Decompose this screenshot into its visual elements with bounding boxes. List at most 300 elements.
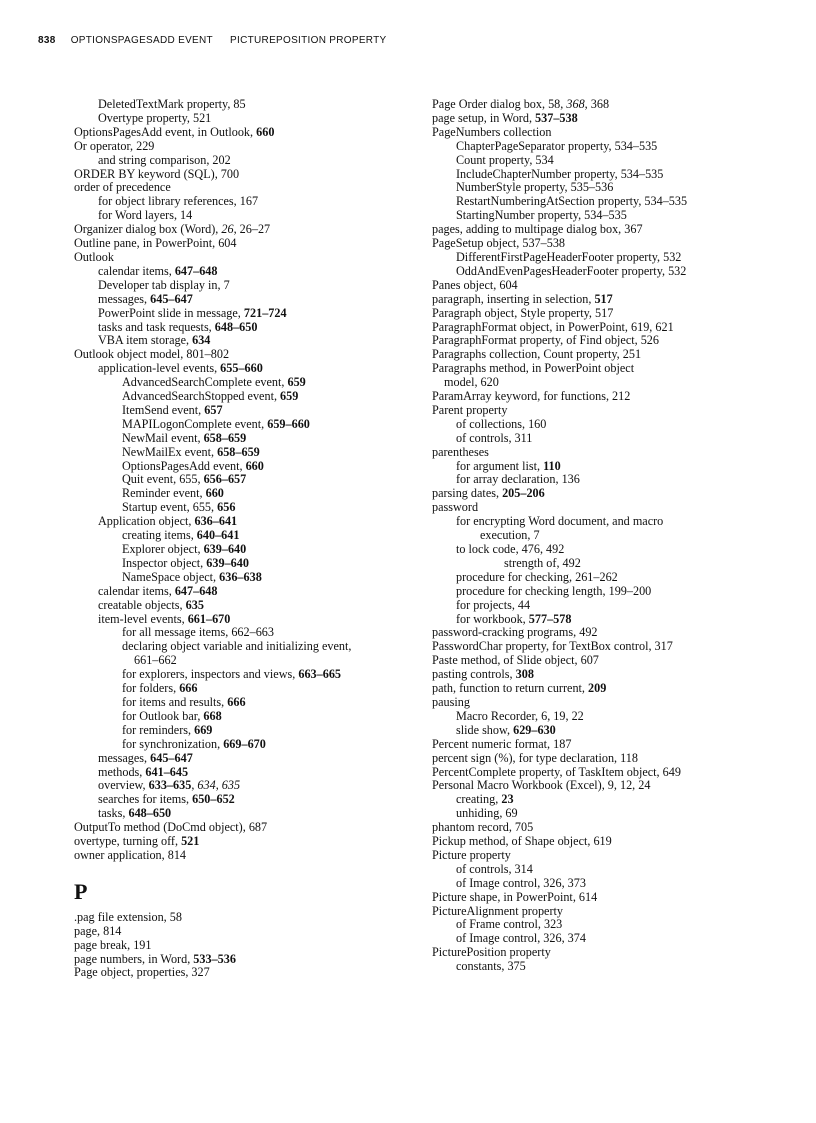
page-ref-bold: 656	[217, 500, 236, 515]
entry-text: pasting controls,	[432, 667, 516, 682]
entry-text: Startup event, 655,	[122, 500, 218, 515]
index-subentry	[432, 181, 782, 195]
index-subentry	[74, 321, 404, 335]
entry-text: OptionsPagesAdd event, in Outlook,	[74, 124, 257, 139]
index-entry	[432, 446, 782, 460]
entry-text: PictureAlignment property	[432, 903, 563, 918]
index-subentry	[74, 710, 404, 724]
page-ref-bold: 629–630	[513, 722, 556, 737]
page-ref-bold: 110	[543, 458, 561, 473]
entry-text: for argument list,	[456, 458, 544, 473]
entry-text: declaring object variable and initializing event,	[122, 639, 352, 654]
entry-text: for folders,	[122, 681, 180, 696]
index-subentry	[74, 209, 404, 223]
index-entry	[432, 626, 782, 640]
page-ref-bold: 517	[594, 291, 613, 306]
index-subentry	[74, 571, 404, 585]
index-entry	[432, 821, 782, 835]
index-entry	[432, 891, 782, 905]
entry-text: OddAndEvenPagesHeaderFooter property, 532	[456, 263, 687, 278]
page-ref-bold: 650–652	[192, 792, 235, 807]
entry-text: constants, 375	[456, 959, 526, 974]
index-subentry	[432, 432, 782, 446]
entry-text: Developer tab display in, 7	[98, 277, 230, 292]
index-subentry	[74, 766, 404, 780]
entry-text: Explorer object,	[122, 542, 204, 556]
entry-text: calendar items,	[98, 263, 175, 278]
entry-text: for projects, 44	[456, 597, 531, 612]
entry-text: item-level events,	[98, 611, 188, 626]
index-entry	[432, 348, 782, 362]
page-ref-italic: 635	[221, 778, 241, 793]
entry-text: NewMailEx event,	[122, 444, 218, 459]
index-subentry	[74, 626, 404, 640]
index-entry	[432, 362, 782, 376]
entry-text: pages, adding to multipage dialog box, 367	[432, 222, 643, 237]
index-entry	[432, 237, 782, 251]
entry-text: Pickup method, of Shape object, 619	[432, 834, 612, 849]
index-entry	[432, 404, 782, 418]
entry-text: PicturePosition property	[432, 945, 551, 960]
entry-text: searches for items,	[98, 792, 193, 807]
entry-text: percent sign (%), for type declaration, 118	[432, 750, 638, 765]
index-subentry	[432, 251, 782, 265]
entry-text: ParamArray keyword, for functions, 212	[432, 389, 631, 404]
entry-text: strength of, 492	[504, 555, 581, 570]
page-ref-bold: 647–648	[174, 263, 218, 278]
index-subentry	[74, 793, 404, 807]
entry-text: Picture property	[432, 847, 511, 862]
index-entry	[432, 98, 782, 112]
index-subentry	[74, 807, 404, 821]
entry-text: of Frame control, 323	[456, 917, 563, 932]
entry-text: methods,	[98, 764, 146, 779]
page-ref-bold: 645–647	[150, 750, 193, 765]
index-subentry	[74, 501, 404, 515]
index-subentry	[432, 613, 782, 627]
entry-text: owner application, 814	[74, 847, 187, 862]
index-entry	[74, 925, 404, 939]
index-subentry	[74, 376, 404, 390]
entry-text: 661–662	[134, 653, 177, 668]
page-ref-bold: 641–645	[145, 764, 189, 779]
page-ref-bold: 669–670	[223, 736, 266, 751]
entry-text: Paragraph object, Style property, 517	[432, 305, 614, 320]
index-subentry	[432, 932, 782, 946]
index-subentry	[432, 460, 782, 474]
index-subentry	[74, 334, 404, 348]
index-subentry	[74, 404, 404, 418]
page-ref-bold: 640–641	[196, 528, 240, 543]
entry-text: phantom record, 705	[432, 820, 534, 835]
entry-text: AdvancedSearchStopped event,	[122, 389, 281, 404]
index-subentry	[74, 293, 404, 307]
entry-text: of controls, 314	[456, 861, 533, 876]
index-subentry	[74, 752, 404, 766]
index-entry	[432, 640, 782, 654]
page-ref-bold: 636–638	[219, 569, 262, 584]
index-subentry	[74, 557, 404, 571]
index-subentry	[74, 154, 404, 168]
entry-text: for workbook,	[456, 611, 529, 626]
entry-text: ItemSend event,	[122, 402, 205, 417]
index-entry	[74, 223, 404, 237]
entry-text: of Image control, 326, 374	[456, 931, 586, 946]
entry-text: procedure for checking, 261–262	[456, 569, 618, 584]
index-subentry	[74, 738, 404, 752]
index-entry	[74, 251, 404, 265]
entry-text: of controls, 311	[456, 430, 533, 445]
index-subentry	[74, 446, 404, 460]
entry-text: parentheses	[432, 444, 489, 459]
index-subentry	[74, 599, 404, 613]
index-entries-p	[74, 911, 404, 981]
entry-text: tasks and task requests,	[98, 319, 215, 334]
index-subentry	[74, 613, 404, 627]
entry-text: Page Order dialog box, 58,	[432, 97, 567, 111]
page-ref-bold: 647–648	[174, 583, 218, 598]
index-subentry	[74, 98, 404, 112]
index-subentry	[432, 140, 782, 154]
index-subentry	[432, 418, 782, 432]
page-ref-bold: 669	[194, 722, 213, 737]
index-subentry	[74, 668, 404, 682]
index-subentry	[432, 515, 782, 529]
entry-text: ,	[191, 778, 198, 793]
running-head-last-entry: PICTUREPOSITION PROPERTY	[230, 35, 387, 46]
entry-text: Outlook object model, 801–802	[74, 347, 230, 362]
index-entry	[74, 126, 404, 140]
entry-text: application-level events,	[98, 361, 221, 376]
index-subentry	[74, 390, 404, 404]
index-entry	[432, 905, 782, 919]
index-subentry	[432, 195, 782, 209]
index-entry	[432, 376, 782, 390]
entry-text: messages,	[98, 291, 151, 306]
index-subentry	[432, 918, 782, 932]
entry-text: IncludeChapterNumber property, 534–535	[456, 166, 664, 181]
index-entry	[432, 223, 782, 237]
entry-text: path, function to return current,	[432, 681, 589, 696]
entry-text: for encrypting Word document, and macro	[456, 514, 664, 529]
page-ref-bold: 658–659	[217, 444, 260, 459]
index-subentry	[74, 640, 404, 654]
page-ref-bold: 661–670	[187, 611, 231, 626]
page-ref-bold: 660	[205, 486, 224, 501]
page-ref-bold: 533–536	[193, 951, 236, 966]
entry-text: messages,	[98, 750, 151, 765]
running-head-first-entry: OPTIONSPAGESADD EVENT	[70, 35, 213, 46]
index-subentry	[432, 724, 782, 738]
entry-text: tasks,	[98, 806, 129, 821]
index-subentry	[432, 807, 782, 821]
page-ref-bold: 635	[185, 597, 204, 612]
index-subentry	[74, 585, 404, 599]
index-entries-o	[74, 98, 404, 863]
entry-text: Panes object, 604	[432, 277, 518, 292]
index-subentry	[74, 460, 404, 474]
entry-text: for object library references, 167	[98, 194, 259, 209]
page-ref-bold: 633–635	[148, 778, 192, 793]
running-header	[38, 35, 387, 46]
index-entry	[74, 911, 404, 925]
index-subentry	[74, 515, 404, 529]
index-entry	[432, 112, 782, 126]
index-entry	[432, 849, 782, 863]
page-number: 838	[38, 35, 56, 46]
entry-text: Or operator, 229	[74, 138, 155, 153]
entry-text: Organizer dialog box (Word),	[74, 222, 222, 237]
entry-text: Application object,	[98, 514, 195, 529]
page-ref-bold: 205–206	[502, 486, 545, 501]
entry-text: , 26–27	[233, 222, 271, 237]
entry-text: creating items,	[122, 528, 197, 543]
entry-text: DeletedTextMark property, 85	[98, 97, 246, 111]
index-entry	[432, 766, 782, 780]
entry-text: Reminder event,	[122, 486, 206, 501]
index-subentry	[432, 473, 782, 487]
index-entry	[432, 738, 782, 752]
index-entry	[432, 487, 782, 501]
index-entry	[432, 668, 782, 682]
entry-text: for all message items, 662–663	[122, 625, 274, 640]
entry-text: VBA item storage,	[98, 333, 193, 348]
index-subentry	[74, 279, 404, 293]
index-subentry	[74, 473, 404, 487]
index-entry	[74, 835, 404, 849]
index-entry	[432, 334, 782, 348]
index-subentry	[432, 557, 782, 571]
index-subentry	[432, 209, 782, 223]
index-entry	[74, 939, 404, 953]
index-entry	[432, 779, 782, 793]
page-ref-bold: 658–659	[203, 430, 247, 445]
page-ref-bold: 537–538	[535, 110, 578, 125]
index-subentry	[432, 168, 782, 182]
entry-text: Page object, properties, 327	[74, 965, 210, 980]
entry-text: unhiding, 69	[456, 806, 518, 821]
index-subentry	[432, 585, 782, 599]
index-entry	[74, 966, 404, 980]
entry-text: Paste method, of Slide object, 607	[432, 653, 599, 668]
page-ref-bold: 666	[179, 681, 198, 696]
index-subentry	[432, 710, 782, 724]
index-subentry	[74, 195, 404, 209]
index-subentry	[432, 543, 782, 557]
entry-text: PasswordChar property, for TextBox control, 317	[432, 639, 673, 654]
page-ref-bold: 577–578	[528, 611, 572, 626]
index-entry	[432, 654, 782, 668]
entry-text: NumberStyle property, 535–536	[456, 180, 614, 195]
page-ref-bold: 721–724	[243, 305, 287, 320]
entry-text: page, 814	[74, 923, 122, 938]
entry-text: MAPILogonComplete event,	[122, 416, 268, 431]
entry-text: Outline pane, in PowerPoint, 604	[74, 236, 237, 251]
page-ref-bold: 666	[227, 694, 246, 709]
entry-text: Overtype property, 521	[98, 110, 212, 125]
entry-text: pausing	[432, 694, 470, 709]
index-subentry	[74, 543, 404, 557]
page-ref-bold: 648–650	[214, 319, 258, 334]
index-entry	[432, 390, 782, 404]
page-ref-bold: 659	[280, 389, 299, 404]
entry-text: Outlook	[74, 249, 114, 264]
entry-text: NewMail event,	[122, 430, 204, 445]
entry-text: password-cracking programs, 492	[432, 625, 598, 640]
index-entry	[74, 168, 404, 182]
index-entry	[432, 682, 782, 696]
entry-text: PageSetup object, 537–538	[432, 236, 566, 251]
index-subentry	[74, 362, 404, 376]
index-subentry	[74, 654, 404, 668]
page-ref-bold: 23	[501, 792, 514, 807]
entry-text: page numbers, in Word,	[74, 951, 194, 966]
index-subentry	[74, 487, 404, 501]
entry-text: for synchronization,	[122, 736, 224, 751]
entry-text: ParagraphFormat property, of Find object, 526	[432, 333, 659, 348]
entry-text: of collections, 160	[456, 416, 547, 431]
page-ref-bold: 660	[256, 124, 275, 139]
entry-text: for items and results,	[122, 694, 228, 709]
entry-text: ParagraphFormat object, in PowerPoint, 619, 621	[432, 319, 674, 334]
entry-text: Picture shape, in PowerPoint, 614	[432, 889, 598, 904]
entry-text: Macro Recorder, 6, 19, 22	[456, 708, 584, 723]
entry-text: model, 620	[444, 375, 499, 390]
entry-text: PercentComplete property, of TaskItem object, 649	[432, 764, 681, 779]
page-ref-italic: 368	[566, 97, 585, 111]
index-entry	[432, 321, 782, 335]
index-entry	[432, 696, 782, 710]
page-ref-bold: 659–660	[267, 416, 310, 431]
index-subentry	[432, 793, 782, 807]
entry-text: , 368	[584, 97, 610, 111]
index-entry	[432, 501, 782, 515]
entry-text: StartingNumber property, 534–535	[456, 208, 627, 223]
page-ref-bold: 656–657	[203, 472, 247, 487]
entry-text: PageNumbers collection	[432, 124, 552, 139]
entry-text: execution, 7	[480, 528, 540, 543]
entry-text: Personal Macro Workbook (Excel), 9, 12, 24	[432, 778, 651, 793]
index-subentry	[432, 599, 782, 613]
index-entry	[432, 293, 782, 307]
entry-text: creatable objects,	[98, 597, 186, 612]
entry-text: Paragraphs collection, Count property, 251	[432, 347, 642, 362]
entry-text: overview,	[98, 778, 149, 793]
page-ref-bold: 657	[204, 402, 223, 417]
index-subentry	[74, 529, 404, 543]
index-subentry	[74, 418, 404, 432]
index-entry	[432, 835, 782, 849]
index-subentry	[432, 529, 782, 543]
index-entry	[432, 307, 782, 321]
index-column-left	[74, 98, 404, 980]
index-subentry	[74, 265, 404, 279]
page-ref-bold: 663–665	[298, 667, 341, 682]
page-ref-bold: 655–660	[220, 361, 263, 376]
entry-text: Parent property	[432, 402, 508, 417]
entry-text: Count property, 534	[456, 152, 554, 167]
page-ref-bold: 209	[588, 681, 607, 696]
page-ref-bold: 659	[287, 375, 306, 390]
entry-text: calendar items,	[98, 583, 175, 598]
index-subentry	[74, 307, 404, 321]
index-subentry	[74, 112, 404, 126]
entry-text: ,	[215, 778, 222, 793]
index-subentry	[432, 877, 782, 891]
index-entry	[74, 237, 404, 251]
entry-text: page break, 191	[74, 937, 152, 952]
entry-text: Paragraphs method, in PowerPoint object	[432, 361, 635, 376]
entry-text: overtype, turning off,	[74, 834, 182, 849]
entry-text: Percent numeric format, 187	[432, 736, 572, 751]
index-entry	[74, 821, 404, 835]
index-entry	[74, 953, 404, 967]
page-ref-bold: 648–650	[128, 806, 172, 821]
entry-text: creating,	[456, 792, 502, 807]
entry-text: for reminders,	[122, 722, 195, 737]
entry-text: DifferentFirstPageHeaderFooter property, 532	[456, 249, 682, 264]
entry-text: .pag file extension, 58	[74, 909, 182, 924]
entry-text: and string comparison, 202	[98, 152, 231, 167]
entry-text: procedure for checking length, 199–200	[456, 583, 652, 598]
index-subentry	[74, 682, 404, 696]
entry-text: parsing dates,	[432, 486, 503, 501]
index-subentry	[432, 863, 782, 877]
index-subentry	[74, 432, 404, 446]
entry-text: slide show,	[456, 722, 514, 737]
page-ref-bold: 668	[203, 708, 222, 723]
page-ref-bold: 660	[245, 458, 264, 473]
entry-text: for Outlook bar,	[122, 708, 204, 723]
page-ref-italic: 26	[221, 222, 234, 237]
page-ref-bold: 634	[192, 333, 211, 348]
entry-text: paragraph, inserting in selection,	[432, 291, 595, 306]
index-entry	[432, 946, 782, 960]
entry-text: to lock code, 476, 492	[456, 542, 565, 556]
index-entry	[432, 279, 782, 293]
entry-text: of Image control, 326, 373	[456, 875, 586, 890]
index-column-right	[432, 98, 782, 974]
index-entry	[74, 348, 404, 362]
index-subentry	[74, 724, 404, 738]
index-subentry	[432, 265, 782, 279]
entry-text: OptionsPagesAdd event,	[122, 458, 246, 473]
index-entries-p-continued	[432, 98, 782, 974]
index-subentry	[74, 779, 404, 793]
page-ref-bold: 636–641	[194, 514, 238, 529]
index-subentry	[432, 960, 782, 974]
index-entry	[432, 752, 782, 766]
entry-text: ChapterPageSeparator property, 534–535	[456, 138, 658, 153]
entry-text: for Word layers, 14	[98, 208, 193, 223]
entry-text: for explorers, inspectors and views,	[122, 667, 299, 682]
page-ref-bold: 639–640	[206, 555, 249, 570]
entry-text: Quit event, 655,	[122, 472, 204, 487]
index-subentry	[74, 696, 404, 710]
entry-text: ORDER BY keyword (SQL), 700	[74, 166, 240, 181]
page-ref-bold: 521	[181, 834, 200, 849]
index-entry	[74, 181, 404, 195]
section-letter-heading: P	[74, 878, 88, 904]
page-ref-bold: 639–640	[203, 542, 247, 556]
entry-text: NameSpace object,	[122, 569, 220, 584]
index-entry	[74, 140, 404, 154]
entry-text: Inspector object,	[122, 555, 207, 570]
entry-text: AdvancedSearchComplete event,	[122, 375, 288, 390]
entry-text: OutputTo method (DoCmd object), 687	[74, 820, 268, 835]
entry-text: PowerPoint slide in message,	[98, 305, 244, 320]
entry-text: for array declaration, 136	[456, 472, 580, 487]
